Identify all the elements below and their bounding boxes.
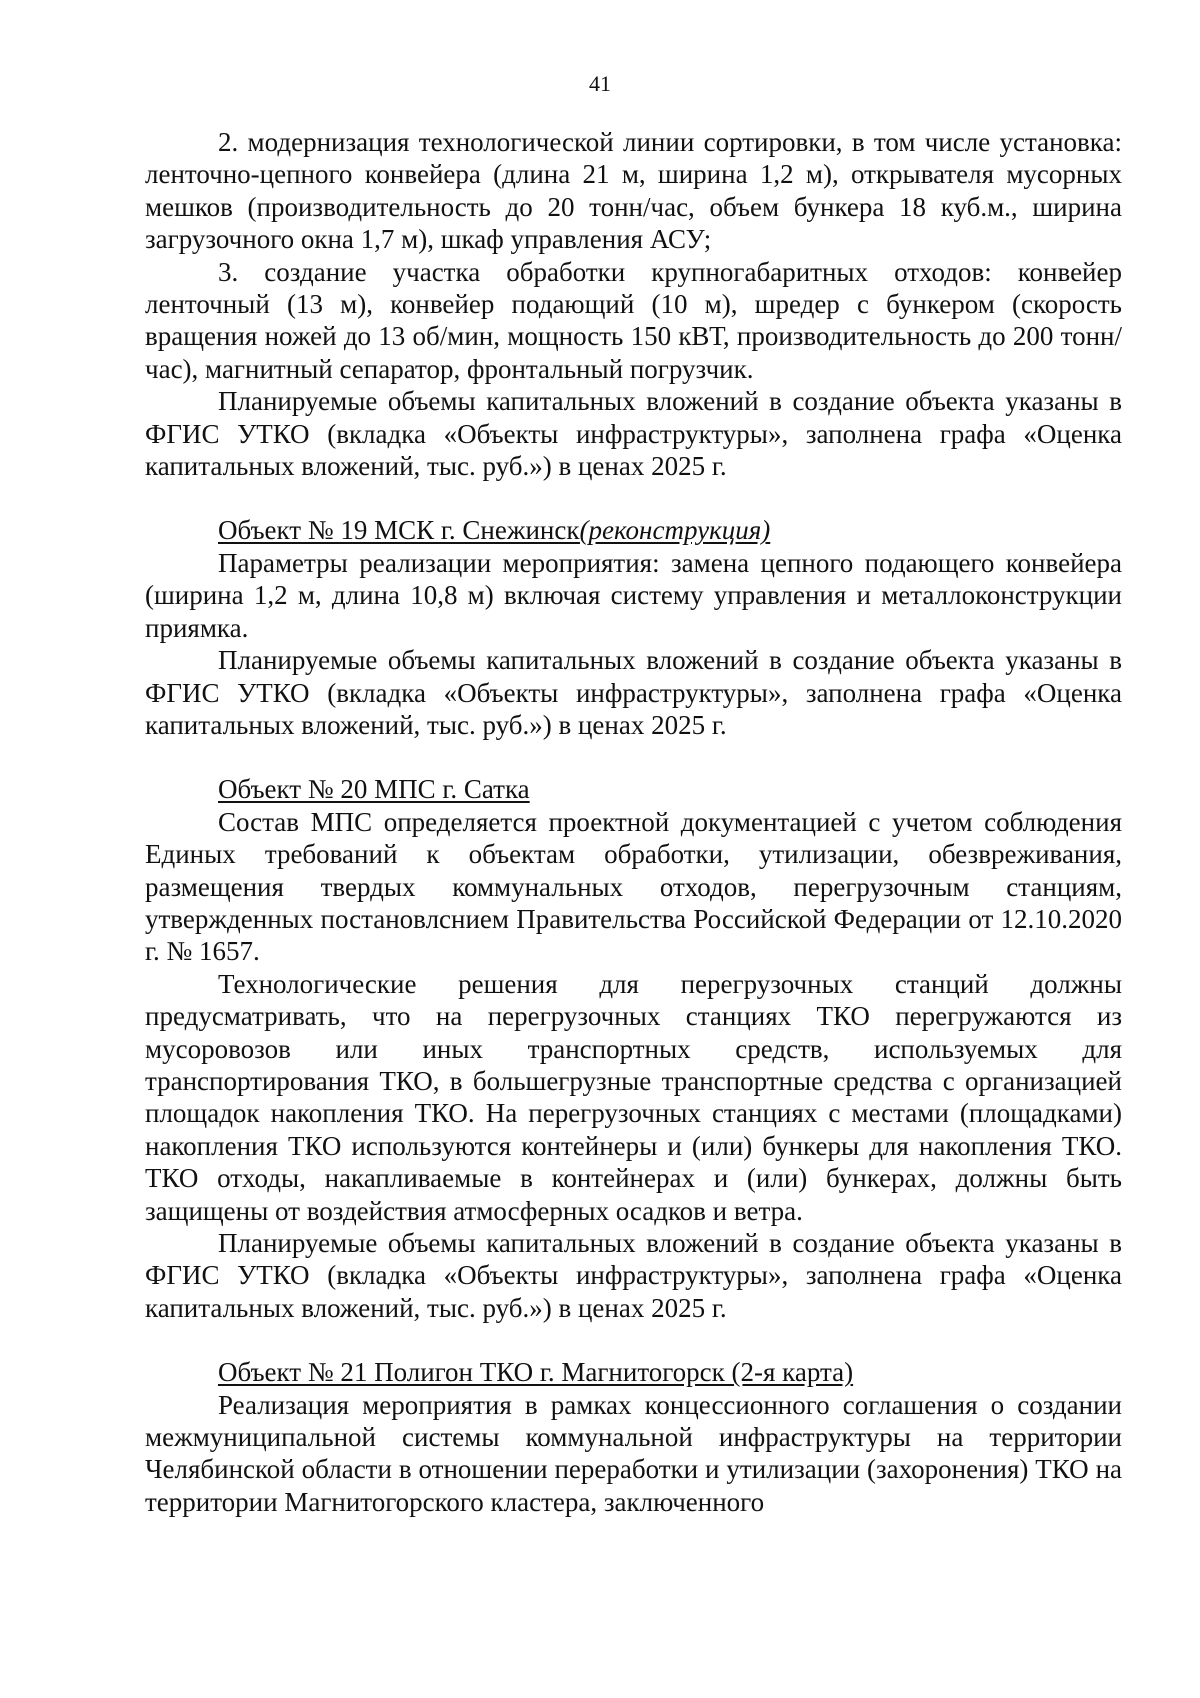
heading-italic-tail: (реконструкция) xyxy=(579,515,771,546)
document-body xyxy=(145,126,1122,1518)
paragraph: Планируемые объемы капитальных вложений в создание объекта указаны в ФГИС УТКО (вкладка «Объекты инфраструктуры», заполнена графа «Оценка капитальных вложений, тыс. руб.») в ценах 2025 г. xyxy=(145,1228,1122,1323)
section-heading-object-21 xyxy=(145,1356,1122,1388)
paragraph: Планируемые объемы капитальных вложений в создание объекта указаны в ФГИС УТКО (вкладка «Объекты инфраструктуры», заполнена графа «Оценка капитальных вложений, тыс. руб.») в ценах 2025 г. xyxy=(145,645,1122,740)
paragraph: Параметры реализации мероприятия: замена цепного подающего конвейера (ширина 1,2 м, длина 10,8 м) включая систему управления и металлоконструкции приямка. xyxy=(145,547,1122,643)
page-number: 41 xyxy=(589,71,611,96)
section-gap xyxy=(145,482,1122,514)
paragraph: Планируемые объемы капитальных вложений в создание объекта указаны в ФГИС УТКО (вкладка «Объекты инфраструктуры», заполнена графа «Оценка капитальных вложений, тыс. руб.») в ценах 2025 г. xyxy=(145,386,1122,482)
section-gap xyxy=(145,1324,1122,1356)
section-gap xyxy=(145,741,1122,773)
paragraph: 3. создание участка обработки крупногабаритных отходов: конвейер ленточный (13 м), конвейер подающий (10 м), шредер с бункером (скорость вращения ножей до 13 об/мин, мощность 150 кВТ, производительность до 200 тонн/час), магнитный сепаратор, фронтальный погрузчик. xyxy=(145,256,1122,384)
heading-text: Объект № 19 МСК г. Снежинск xyxy=(218,515,580,546)
section-heading-object-19 xyxy=(145,514,1122,546)
paragraph: Состав МПС определяется проектной документацией с учетом соблюдения Единых требований к объектам обработки, утилизации, обезвреживания, размещения твердых коммунальных отходов, перегрузочным станциям, утвержденных постановлснием Правительства Российской Федерации от 12.10.2020 г. № 1657. xyxy=(145,806,1122,967)
heading-text: Объект № 20 МПС г. Сатка xyxy=(218,774,530,805)
paragraph: Технологические решения для перегрузочных станций должны предусматривать, что на перегрузочных станциях ТКО перегружаются из мусоровозов или иных транспортных средств, используемых для транспортирования ТКО, в большегрузные транспортные средства с организацией площадок накопления ТКО. На перегрузочных станциях с местами (площадками) накопления ТКО используются контейнеры и (или) бункеры для накопления ТКО. ТКО отходы, накапливаемые в контейнерах и (или) бункерах, должны быть защищены от воздействия атмосферных осадков и ветра. xyxy=(145,968,1122,1226)
section-heading-object-20 xyxy=(145,773,1122,805)
paragraph: Реализация мероприятия в рамках концессионного соглашения о создании межмуниципальной системы коммунальной инфраструктуры на территории Челябинской области в отношении переработки и утилизации (захоронения) ТКО на территории Магнитогорского кластера, заключенного xyxy=(145,1389,1122,1517)
paragraph: 2. модернизация технологической линии сортировки, в том числе установка: ленточно-цепного конвейера (длина 21 м, ширина 1,2 м), открывателя мусорных мешков (производительность до 20 тонн/час, объем бункера 18 куб.м., ширина загрузочного окна 1,7 м), шкаф управления АСУ; xyxy=(145,127,1122,255)
heading-text: Объект № 21 Полигон ТКО г. Магнитогорск (2-я карта) xyxy=(218,1357,854,1388)
